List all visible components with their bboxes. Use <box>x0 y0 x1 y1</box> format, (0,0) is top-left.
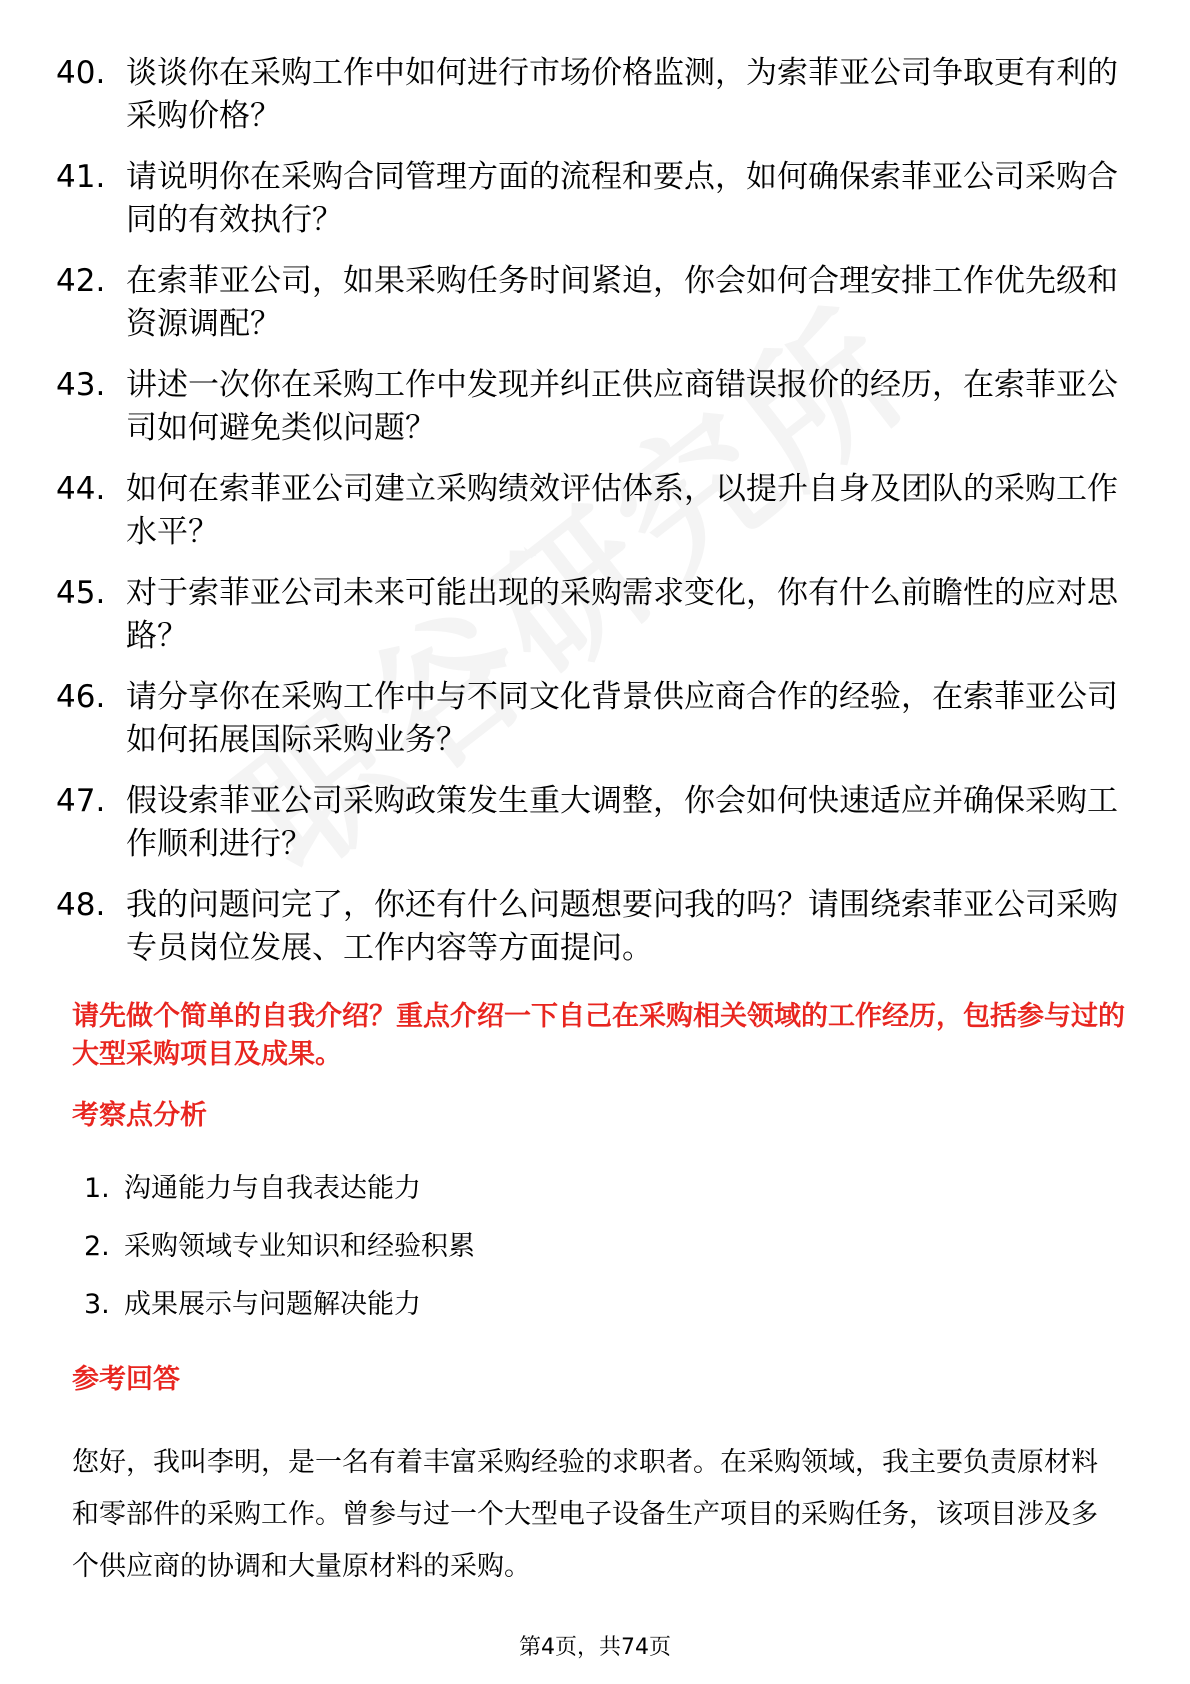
question-text: 假设索菲亚公司采购政策发生重大调整，你会如何快速适应并确保采购工作顺利进行？ <box>126 783 1118 862</box>
question-text: 请说明你在采购合同管理方面的流程和要点，如何确保索菲亚公司采购合同的有效执行？ <box>126 159 1118 238</box>
list-item <box>0 1286 1190 1344</box>
question-number: 43. <box>56 367 106 403</box>
question-text: 谈谈你在采购工作中如何进行市场价格监测，为索菲亚公司争取更有利的采购价格？ <box>126 55 1118 134</box>
question-item <box>0 884 1190 988</box>
list-item-text: 采购领域专业知识和经验积累 <box>124 1231 475 1262</box>
question-text: 对于索菲亚公司未来可能出现的采购需求变化，你有什么前瞻性的应对思路？ <box>126 575 1118 654</box>
question-number: 45. <box>56 575 106 611</box>
question-list <box>0 52 1190 988</box>
question-number: 40. <box>56 55 106 91</box>
question-text: 在索菲亚公司，如果采购任务时间紧迫，你会如何合理安排工作优先级和资源调配？ <box>126 263 1118 342</box>
question-item <box>0 468 1190 572</box>
question-number: 46. <box>56 679 106 715</box>
question-number: 41. <box>56 159 106 195</box>
question-item <box>0 364 1190 468</box>
list-item-text: 成果展示与问题解决能力 <box>124 1289 421 1320</box>
reference-heading: 参考回答 <box>72 1364 180 1395</box>
analysis-list <box>0 1170 1190 1344</box>
page-number: 第4页，共74页 <box>519 1635 671 1660</box>
list-item <box>0 1170 1190 1228</box>
question-number: 42. <box>56 263 106 299</box>
question-item <box>0 676 1190 780</box>
question-item <box>0 572 1190 676</box>
question-item <box>0 780 1190 884</box>
list-item <box>0 1228 1190 1286</box>
list-item-number: 3. <box>84 1289 110 1320</box>
question-number: 47. <box>56 783 106 819</box>
question-text: 如何在索菲亚公司建立采购绩效评估体系，以提升自身及团队的采购工作水平？ <box>126 471 1118 550</box>
highlight-question: 请先做个简单的自我介绍？重点介绍一下自己在采购相关领域的工作经历，包括参与过的大型采购项目及成果。 <box>72 1001 1125 1070</box>
question-text: 我的问题问完了，你还有什么问题想要问我的吗？请围绕索菲亚公司采购专员岗位发展、工作内容等方面提问。 <box>126 887 1118 966</box>
list-item-number: 2. <box>84 1231 110 1262</box>
question-number: 44. <box>56 471 106 507</box>
question-item <box>0 52 1190 156</box>
list-item-text: 沟通能力与自我表达能力 <box>124 1173 421 1204</box>
question-number: 48. <box>56 887 106 923</box>
reference-answer: 您好，我叫李明，是一名有着丰富采购经验的求职者。在采购领域，我主要负责原材料和零部件的采购工作。曾参与过一个大型电子设备生产项目的采购任务，该项目涉及多个供应商的协调和大量原材料的采购。 <box>72 1447 1098 1582</box>
list-item-number: 1. <box>84 1173 110 1204</box>
question-item <box>0 156 1190 260</box>
analysis-heading: 考察点分析 <box>72 1100 207 1131</box>
question-text: 讲述一次你在采购工作中发现并纠正供应商错误报价的经历，在索菲亚公司如何避免类似问题？ <box>126 367 1118 446</box>
question-text: 请分享你在采购工作中与不同文化背景供应商合作的经验，在索菲亚公司如何拓展国际采购业务？ <box>126 679 1118 758</box>
question-item <box>0 260 1190 364</box>
